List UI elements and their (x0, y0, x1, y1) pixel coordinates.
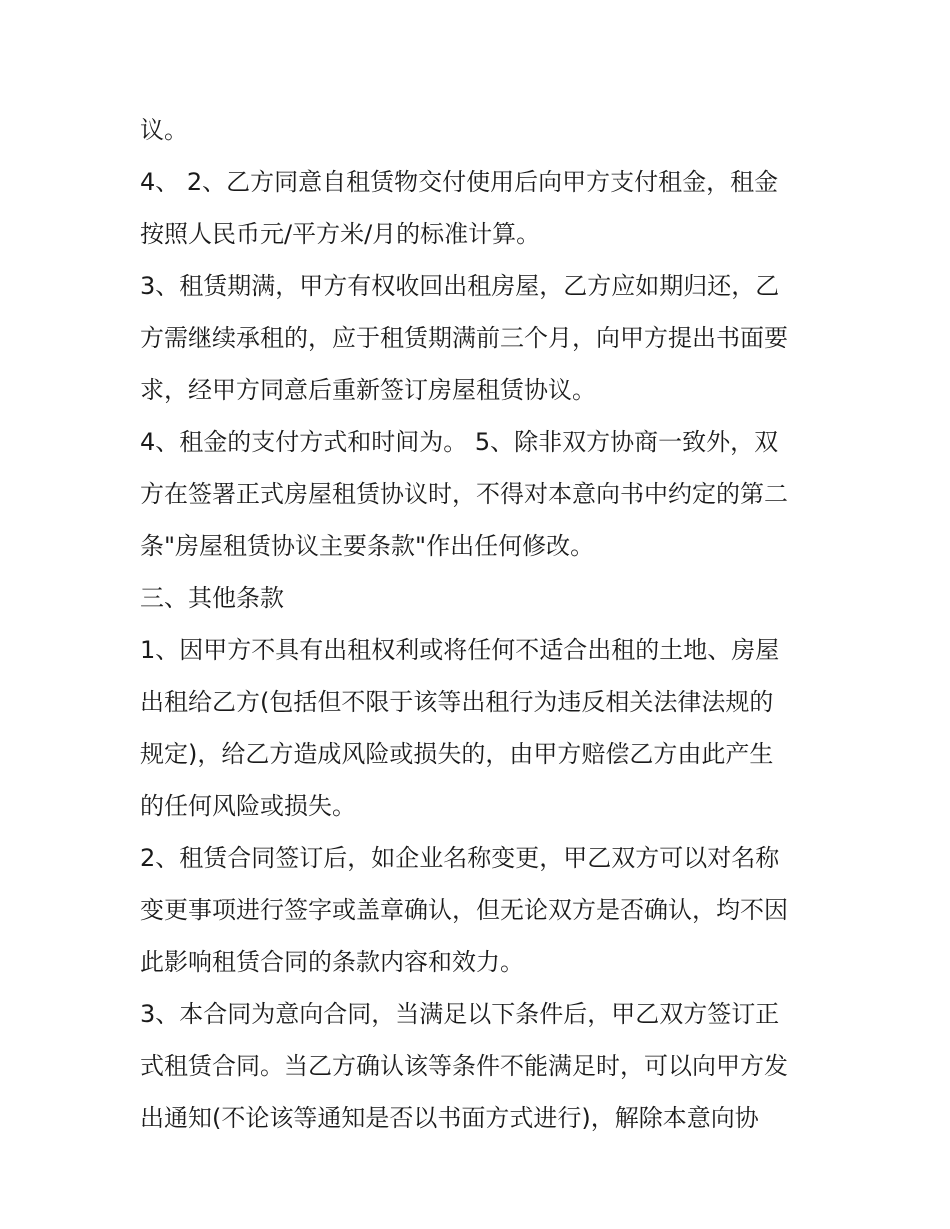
text-line: 方在签署正式房屋租赁协议时，不得对本意向书中约定的第二 (140, 480, 788, 508)
text-line: 此影响租赁合同的条款内容和效力。 (140, 948, 524, 976)
text-line: 出租给乙方(包括但不限于该等出租行为违反相关法律法规的 (140, 688, 774, 716)
text-line: 3、本合同为意向合同，当满足以下条件后，甲乙双方签订正 (140, 1000, 780, 1028)
section-heading: 三、其他条款 (140, 584, 284, 612)
text-line: 变更事项进行签字或盖章确认，但无论双方是否确认，均不因 (140, 896, 788, 924)
text-line: 方需继续承租的，应于租赁期满前三个月，向甲方提出书面要 (140, 324, 788, 352)
text-line: 按照人民币元/平方米/月的标准计算。 (140, 220, 541, 248)
text-line: 条"房屋租赁协议主要条款"作出任何修改。 (140, 532, 595, 560)
text-line: 4、租金的支付方式和时间为。 5、除非双方协商一致外，双 (140, 428, 779, 456)
text-line: 议。 (140, 116, 188, 144)
text-line: 4、 2、乙方同意自租赁物交付使用后向甲方支付租金，租金 (140, 168, 779, 196)
document-body (140, 104, 820, 1144)
text-line: 规定)，给乙方造成风险或损失的，由甲方赔偿乙方由此产生 (140, 740, 774, 768)
text-line: 出通知(不论该等通知是否以书面方式进行)，解除本意向协 (140, 1104, 759, 1132)
text-line: 2、租赁合同签订后，如企业名称变更，甲乙双方可以对名称 (140, 844, 780, 872)
text-line: 3、租赁期满，甲方有权收回出租房屋，乙方应如期归还，乙 (140, 272, 780, 300)
text-line: 1、因甲方不具有出租权利或将任何不适合出租的土地、房屋 (140, 636, 780, 664)
text-line: 式租赁合同。当乙方确认该等条件不能满足时，可以向甲方发 (140, 1052, 788, 1080)
text-line: 的任何风险或损失。 (140, 792, 356, 820)
text-line: 求，经甲方同意后重新签订房屋租赁协议。 (140, 376, 596, 404)
